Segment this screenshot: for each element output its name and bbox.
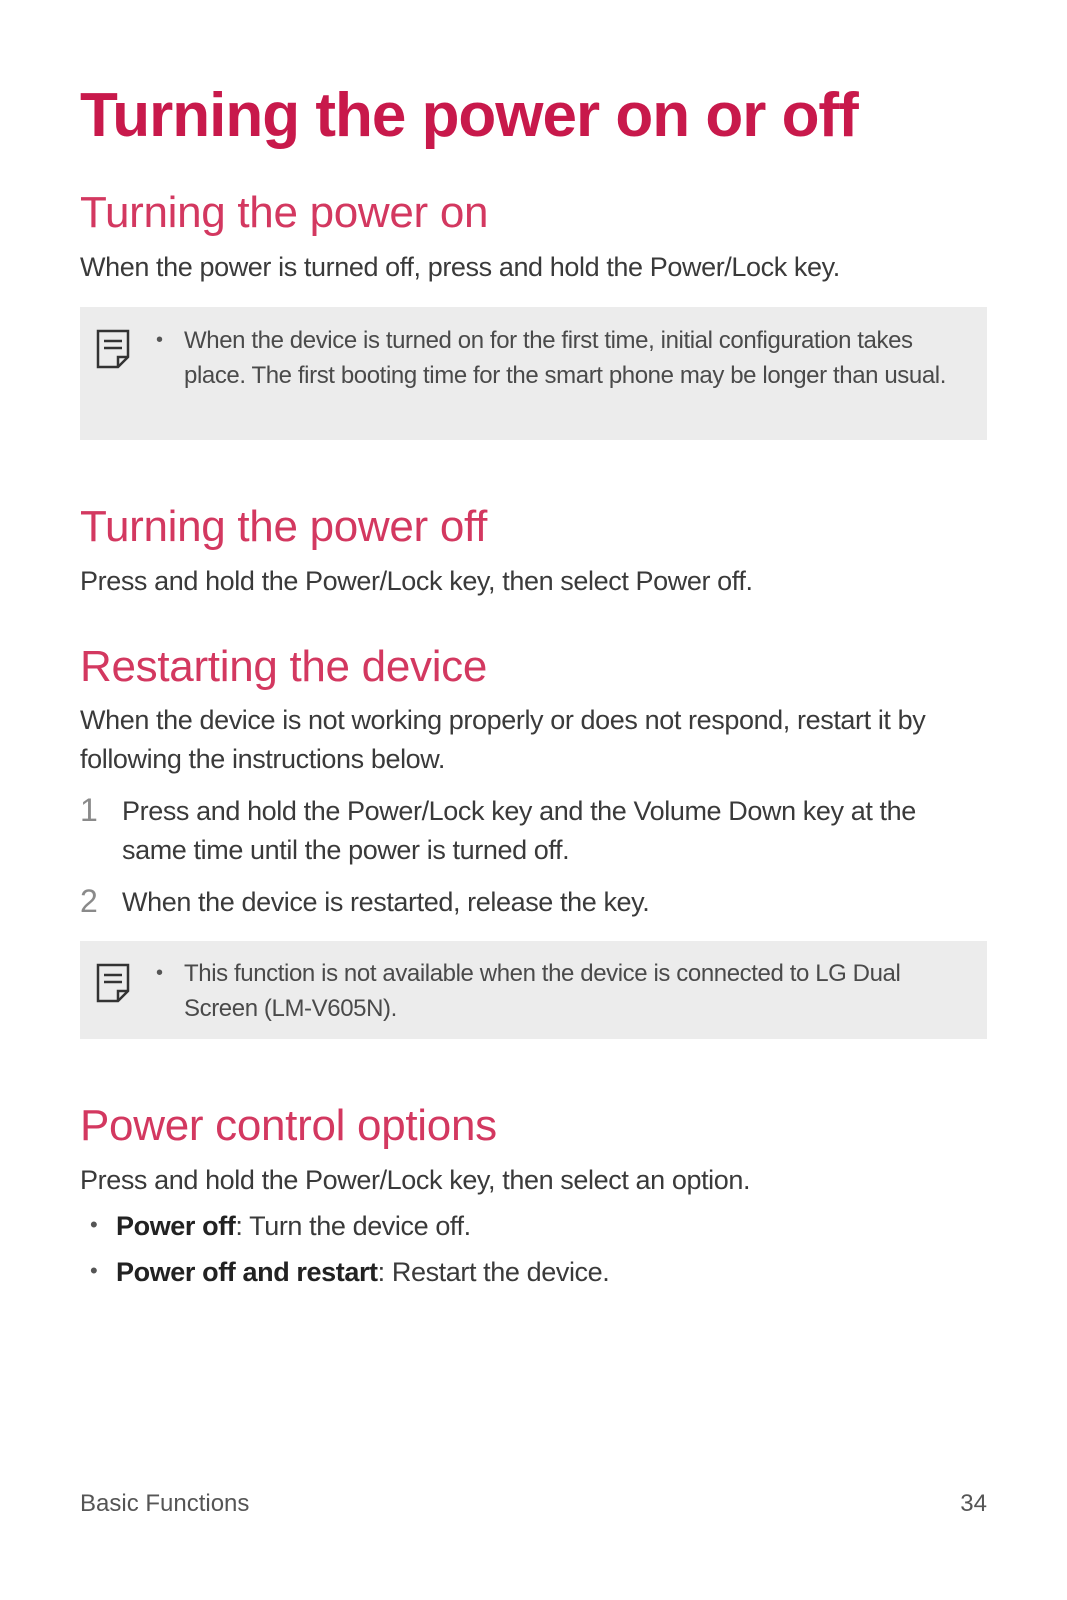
power-options-text: Press and hold the Power/Lock key, then select an option.: [80, 1165, 751, 1195]
note-icon: [96, 963, 130, 1003]
section-heading-restart: Restarting the device: [80, 642, 488, 691]
section-heading-power-options: Power control options: [80, 1101, 497, 1150]
step-text: Press and hold the Power/Lock key and the Volume Down key at the same time until the power is turned off.: [122, 796, 916, 865]
restart-text: When the device is not working properly or does not respond, restart it by following the instructions below.: [80, 705, 926, 774]
page-title: Turning the power on or off: [80, 81, 858, 150]
step-number: 1: [80, 792, 98, 828]
section-heading-power-off: Turning the power off: [80, 502, 488, 551]
note-text-dual-screen: This function is not available when the device is connected to LG Dual Screen (LM-V605N).: [184, 960, 901, 1022]
list-item-power-off: [116, 1207, 471, 1246]
note-box-dual-screen: [80, 941, 987, 1039]
step-text: When the device is restarted, release the key.: [122, 887, 650, 917]
step-number: 2: [80, 883, 98, 919]
list-bullet: •: [90, 1258, 98, 1283]
note-icon: [96, 329, 130, 369]
power-off-text: Press and hold the Power/Lock key, then select Power off.: [80, 566, 753, 596]
list-item-power-off-restart: [116, 1253, 609, 1292]
section-heading-power-on: Turning the power on: [80, 188, 489, 237]
power-on-text: When the power is turned off, press and hold the Power/Lock key.: [80, 252, 840, 282]
list-bullet: •: [90, 1212, 98, 1237]
option-description: : Restart the device.: [377, 1257, 610, 1287]
option-term: Power off and restart: [116, 1257, 378, 1287]
option-description: : Turn the device off.: [235, 1211, 471, 1241]
note-bullet: •: [156, 962, 164, 984]
note-bullet: •: [156, 329, 164, 351]
note-box-first-boot: [80, 307, 987, 440]
page: [80, 0, 987, 1600]
option-term: Power off: [116, 1211, 236, 1241]
note-text-first-boot: When the device is turned on for the first time, initial configuration takes place. The first booting time for the smart phone may be longer than usual.: [184, 327, 947, 389]
footer-section-name: Basic Functions: [80, 1490, 250, 1517]
page-number: 34: [960, 1490, 987, 1517]
